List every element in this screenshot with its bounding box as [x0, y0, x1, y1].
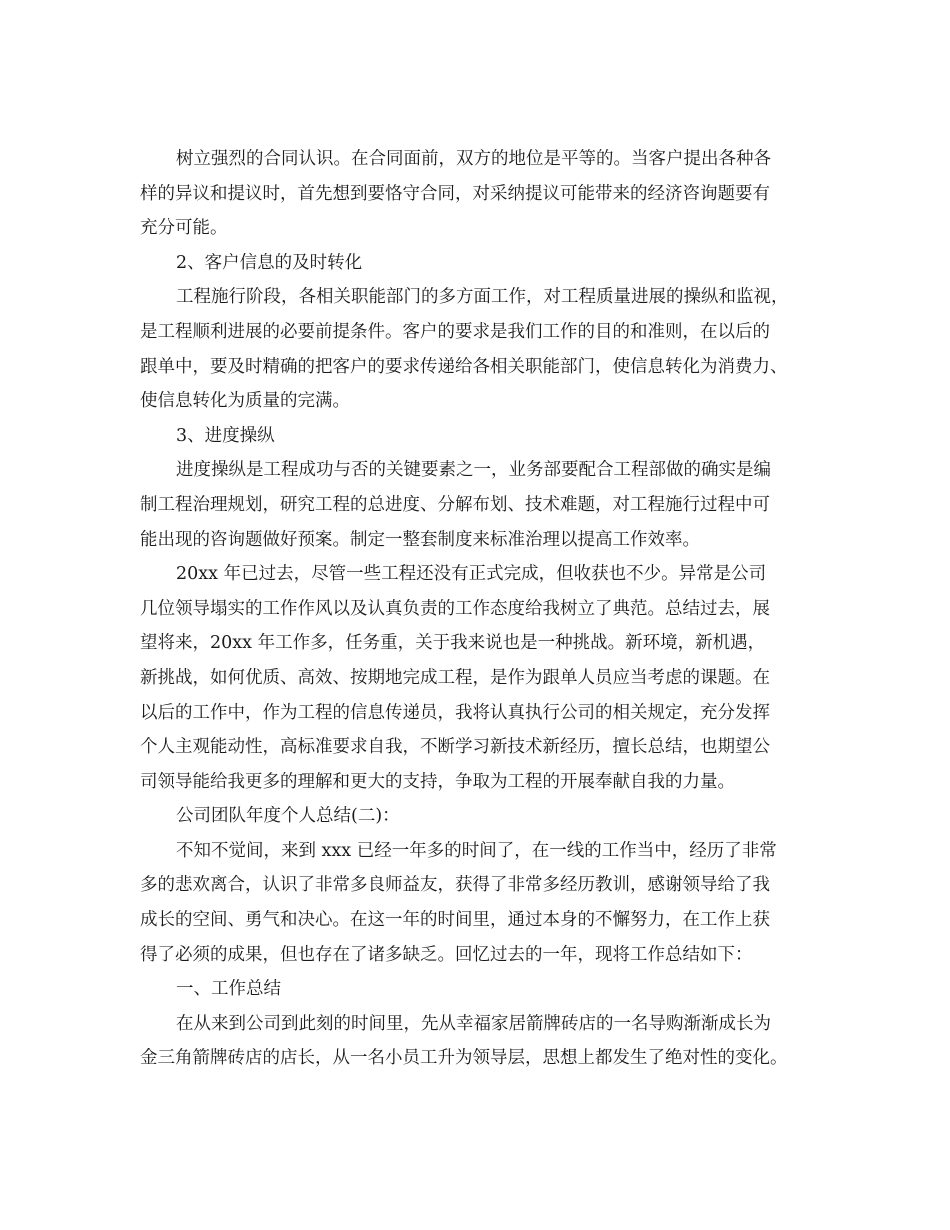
text-line: 跟单中，要及时精确的把客户的要求传递给各相关职能部门，使信息转化为消费力、	[140, 356, 788, 377]
body-paragraph	[140, 453, 830, 557]
text-line: 不知不觉间，来到 xxx 已经一年多的时间了，在一线的工作当中，经历了非常	[176, 840, 777, 861]
text-line: 以后的工作中，作为工程的信息传递员，我将认真执行公司的相关规定，充分发挥	[140, 702, 770, 723]
text-line: 一、工作总结	[176, 979, 281, 1000]
text-line: 公司团队年度个人总结(二)：	[176, 806, 400, 827]
body-paragraph	[140, 142, 830, 246]
text-line: 制工程治理规划，研究工程的总进度、分解布划、技术难题，对工程施行过程中可	[140, 494, 770, 515]
text-line: 成长的空间、勇气和决心。在这一年的时间里，通过本身的不懈努力，在工作上获	[140, 910, 770, 931]
body-paragraph	[140, 1007, 830, 1076]
text-line: 使信息转化为质量的完满。	[140, 391, 350, 412]
text-line: 个人主观能动性，高标准要求自我，不断学习新技术新经历，擅长总结，也期望公	[140, 737, 770, 758]
text-line: 样的异议和提议时，首先想到要恪守合同，对采纳提议可能带来的经济咨询题要有	[140, 183, 770, 204]
text-line: 工程施行阶段，各相关职能部门的多方面工作，对工程质量进展的操纵和监视，	[176, 287, 789, 308]
text-line: 几位领导塌实的工作作风以及认真负责的工作态度给我树立了典范。总结过去，展	[140, 598, 770, 619]
section-heading	[140, 972, 830, 1007]
text-line: 望将来，20xx 年工作多，任务重，关于我来说也是一种挑战。新环境，新机遇，	[140, 633, 766, 654]
text-line: 得了必须的成果，但也存在了诸多缺乏。回忆过去的一年，现将工作总结如下：	[140, 944, 753, 965]
body-paragraph	[140, 557, 830, 799]
text-line: 金三角箭牌砖店的店长，从一名小员工升为领导层，思想上都发生了绝对性的变化。	[140, 1048, 788, 1069]
text-line: 20xx 年已过去，尽管一些工程还没有正式完成，但收获也不少。异常是公司	[176, 564, 767, 585]
section-heading	[140, 799, 830, 834]
section-heading	[140, 246, 830, 281]
text-line: 是工程顺利进展的必要前提条件。客户的要求是我们工作的目的和准则，在以后的	[140, 321, 770, 342]
text-line: 能出现的咨询题做好预案。制定一整套制度来标准治理以提高工作效率。	[140, 529, 700, 550]
section-heading	[140, 419, 830, 454]
text-line: 2、客户信息的及时转化	[176, 252, 363, 273]
text-line: 多的悲欢离合，认识了非常多良师益友，获得了非常多经历教训，感谢领导给了我	[140, 875, 770, 896]
document-body	[140, 142, 830, 1076]
text-line: 司领导能给我更多的理解和更大的支持，争取为工程的开展奉献自我的力量。	[140, 771, 735, 792]
body-paragraph	[140, 834, 830, 972]
text-line: 3、进度操纵	[176, 425, 275, 446]
text-line: 进度操纵是工程成功与否的关键要素之一，业务部要配合工程部做的确实是编	[176, 460, 771, 481]
text-line: 充分可能。	[140, 218, 228, 239]
text-line: 新挑战，如何优质、高效、按期地完成工程，是作为跟单人员应当考虑的课题。在	[140, 667, 770, 688]
text-line: 在从来到公司到此刻的时间里，先从幸福家居箭牌砖店的一名导购渐渐成长为	[176, 1013, 771, 1034]
body-paragraph	[140, 280, 830, 418]
text-line: 树立强烈的合同认识。在合同面前，双方的地位是平等的。当客户提出各种各	[176, 149, 771, 169]
